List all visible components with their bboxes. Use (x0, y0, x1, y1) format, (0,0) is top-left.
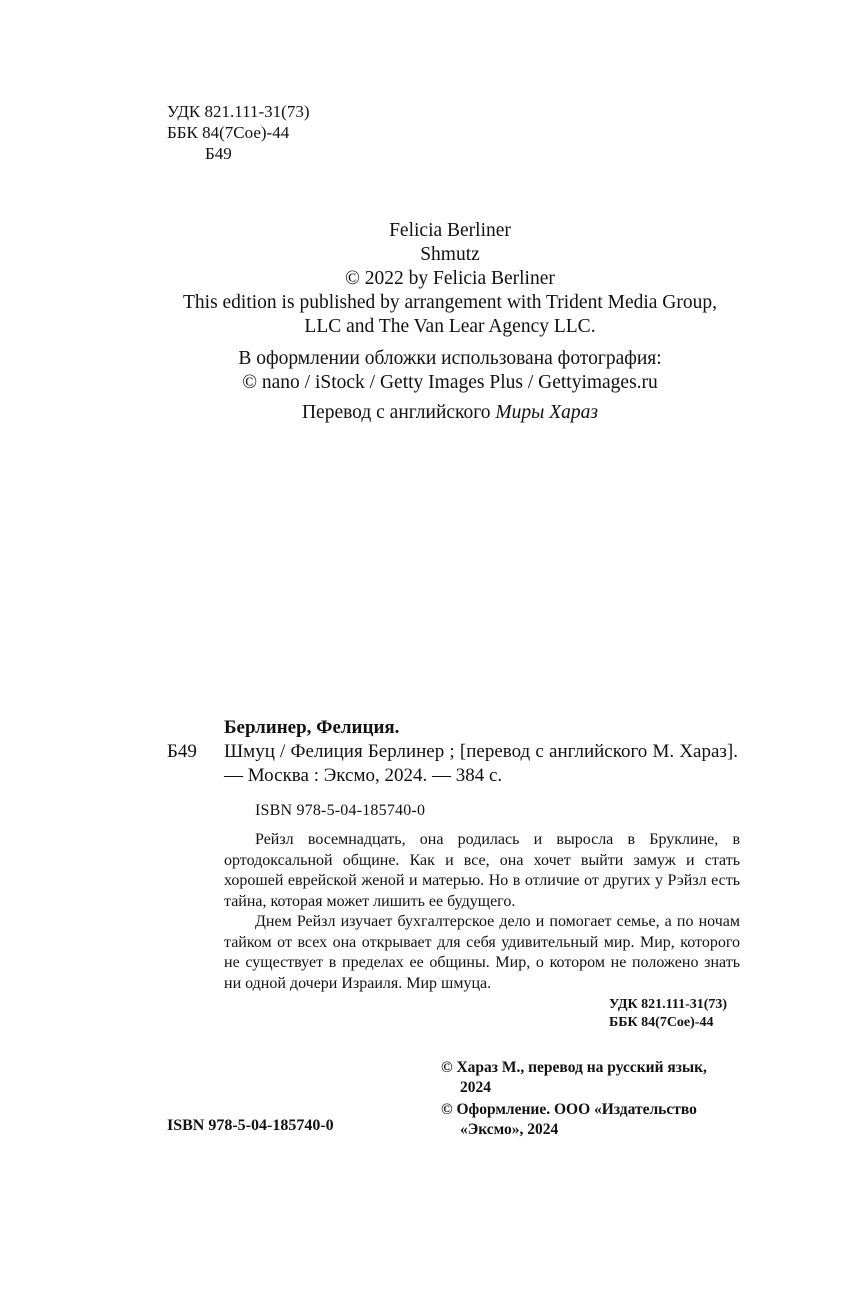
isbn-bottom: ISBN 978-5-04-185740-0 (167, 1117, 334, 1134)
classification-codes (167, 101, 309, 164)
credits-block (120, 219, 780, 425)
translation-prefix: Перевод с английского (301, 402, 491, 423)
author-name-en: Felicia Berliner (389, 220, 511, 241)
annotation-paragraph-1: Рейзл восемнадцать, она родилась и выросла в Бруклине, в ортодоксальной общине. Как и все, она хочет выйти замуж и стать хорошей еврейской женой и матерью. Но в отличие от других у Рэйзл есть тайна, которая может лишить ее будущего. (224, 831, 740, 910)
udk-code: УДК 821.111-31(73) (167, 102, 310, 121)
design-copyright: © Оформление. ООО «Издательство «Эксмо», 2024 (441, 1101, 697, 1138)
annotation (224, 830, 740, 994)
copyright-en: © 2022 by Felicia Berliner (345, 268, 555, 289)
udk-code-right: УДК 821.111-31(73) (609, 997, 728, 1012)
arrangement-line-2: LLC and The Van Lear Agency LLC. (304, 316, 596, 337)
catalog-isbn: ISBN 978-5-04-185740-0 (255, 802, 426, 819)
translator-name: Миры Хараз (495, 402, 599, 423)
annotation-paragraph-2: Днем Рейзл изучает бухгалтерское дело и помогает семье, а по ночам тайком от всех она открывает для себя удивительный мир. Мир, которого не существует в пределах ее общины. Мир, о котором не положено знать ни одной дочери Израиля. Мир шмуца. (224, 913, 740, 992)
author-sign: Б49 (205, 144, 232, 163)
arrangement-line-1: This edition is published by arrangement with Trident Media Group, (182, 292, 718, 313)
classification-codes-right (609, 996, 727, 1032)
catalog-code: Б49 (167, 741, 197, 762)
copyright-notices (441, 1058, 741, 1142)
translation-credit (120, 401, 780, 425)
bbk-code: ББК 84(7Сое)-44 (167, 123, 290, 142)
title-en: Shmutz (420, 244, 480, 265)
bbk-code-right: ББК 84(7Сое)-44 (609, 1015, 714, 1030)
bibliographic-description: Шмуц / Фелиция Берлинер ; [перевод с английского М. Хараз]. — Москва : Эксмо, 2024. — 384 с. (224, 741, 738, 786)
cover-photo-line-1: В оформлении обложки использована фотография: (238, 348, 662, 369)
cover-photo-line-2: © nano / iStock / Getty Images Plus / Gettyimages.ru (242, 372, 658, 393)
translation-copyright: © Хараз М., перевод на русский язык, 2024 (441, 1059, 707, 1096)
catalog-author-heading: Берлинер, Фелиция. (224, 717, 400, 738)
